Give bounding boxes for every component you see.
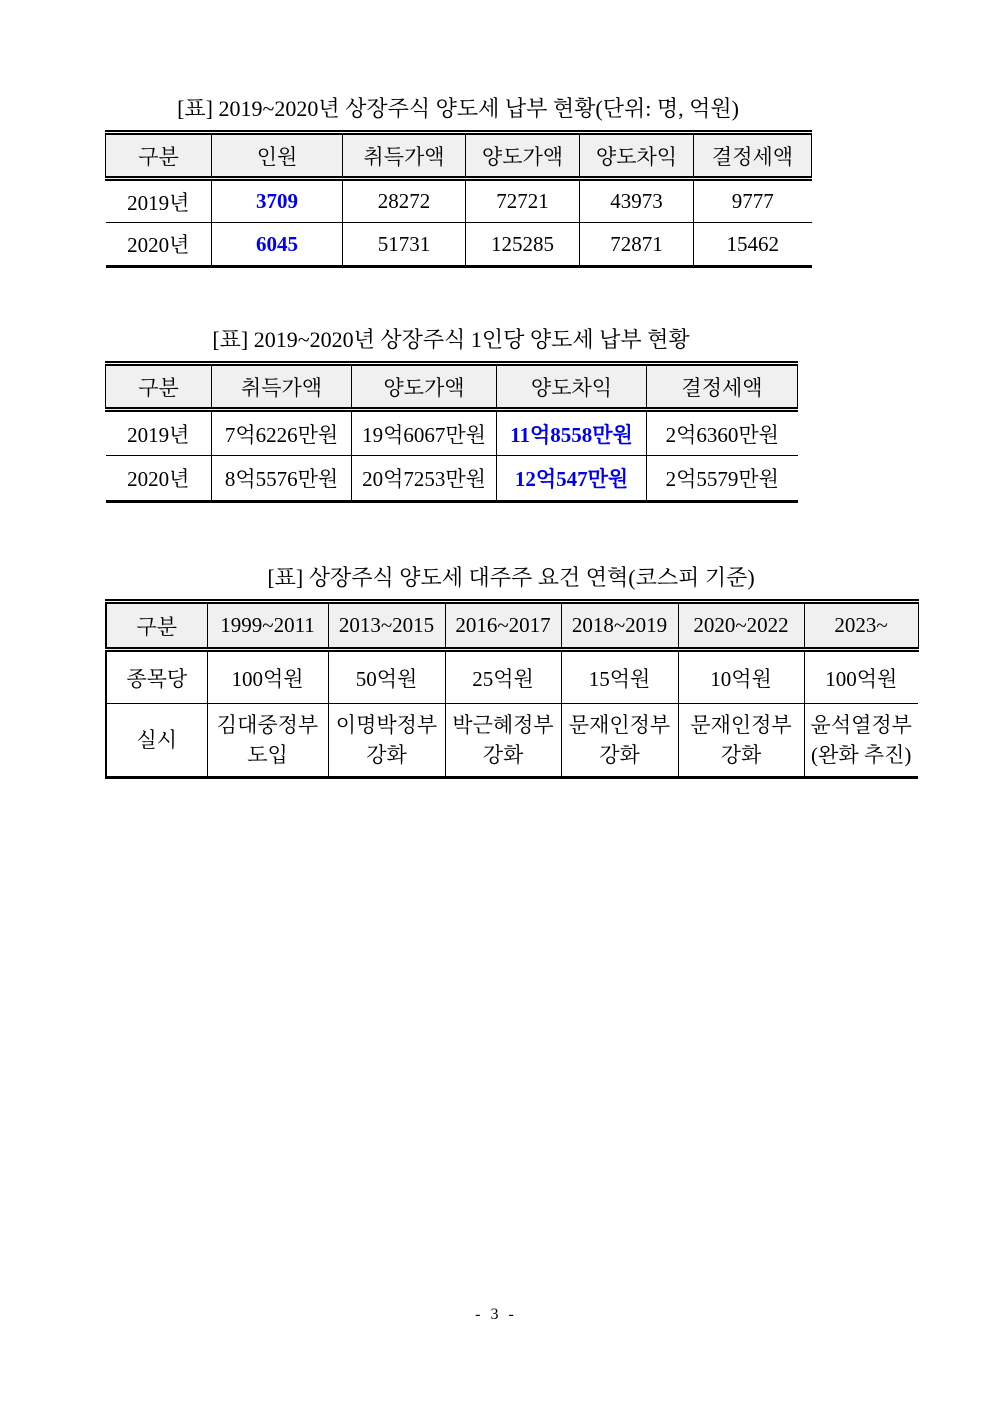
table-cell: 72721 bbox=[466, 179, 580, 223]
table1-title: [표] 2019~2020년 상장주식 양도세 납부 현황(단위: 명, 억원) bbox=[177, 96, 739, 121]
cell-line: 문재인정부 bbox=[690, 712, 792, 737]
table-cell: 25억원 bbox=[445, 650, 561, 704]
table-cell: 125285 bbox=[466, 223, 580, 267]
table-cell: 2019년 bbox=[106, 179, 212, 223]
header-cell: 인원 bbox=[212, 133, 343, 179]
header-cell: 2018~2019 bbox=[561, 602, 678, 650]
header-cell: 1999~2011 bbox=[207, 602, 328, 650]
header-cell: 양도가액 bbox=[466, 133, 580, 179]
table-cell: 43973 bbox=[580, 179, 694, 223]
cell-line: 이명박정부 bbox=[335, 712, 438, 737]
cell-line: (완화 추진) bbox=[811, 743, 912, 767]
table-cell bbox=[207, 704, 328, 778]
header-cell: 양도가액 bbox=[352, 364, 497, 410]
table-cell-highlight: 6045 bbox=[212, 223, 343, 267]
table-row bbox=[106, 456, 798, 502]
table-cell: 50억원 bbox=[328, 650, 445, 704]
header-cell: 구분 bbox=[106, 602, 207, 650]
header-cell: 2020~2022 bbox=[678, 602, 804, 650]
header-cell: 2013~2015 bbox=[328, 602, 445, 650]
table-cell: 15억원 bbox=[561, 650, 678, 704]
table-cell-highlight: 3709 bbox=[212, 179, 343, 223]
table-cell: 종목당 bbox=[106, 650, 207, 704]
table-cell: 72871 bbox=[580, 223, 694, 267]
header-cell: 결정세액 bbox=[647, 364, 798, 410]
table-cell bbox=[328, 704, 445, 778]
page-number: - 3 - bbox=[475, 1306, 517, 1323]
table-cell: 2020년 bbox=[106, 456, 212, 502]
cell-line: 강화 bbox=[720, 743, 762, 767]
table2-title: [표] 2019~2020년 상장주식 1인당 양도세 납부 현황 bbox=[212, 327, 690, 352]
table-header-row bbox=[106, 133, 812, 179]
table-row bbox=[106, 223, 812, 267]
cell-line: 강화 bbox=[599, 743, 640, 767]
table-header-row bbox=[106, 364, 798, 410]
header-cell: 취득가액 bbox=[212, 364, 352, 410]
table-cell: 20억7253만원 bbox=[352, 456, 497, 502]
table-cell: 9777 bbox=[694, 179, 812, 223]
table-cell-highlight: 11억8558만원 bbox=[497, 410, 647, 456]
cell-line: 김대중정부 bbox=[216, 712, 319, 737]
table-tax-payment-status bbox=[105, 130, 812, 268]
cell-line: 강화 bbox=[482, 743, 524, 767]
table-row bbox=[106, 179, 812, 223]
table-row bbox=[106, 650, 918, 704]
table-cell-highlight: 12억547만원 bbox=[497, 456, 647, 502]
cell-line: 실시 bbox=[136, 727, 178, 752]
table-per-capita-tax bbox=[105, 361, 798, 503]
table-cell: 2020년 bbox=[106, 223, 212, 267]
table-cell: 2억6360만원 bbox=[647, 410, 798, 456]
table3-title: [표] 상장주식 양도세 대주주 요건 연혁(코스피 기준) bbox=[267, 565, 755, 590]
table-cell: 10억원 bbox=[678, 650, 804, 704]
header-cell: 결정세액 bbox=[694, 133, 812, 179]
header-cell: 2016~2017 bbox=[445, 602, 561, 650]
table-cell bbox=[804, 704, 918, 778]
table-cell bbox=[678, 704, 804, 778]
header-cell: 양도차익 bbox=[497, 364, 647, 410]
table-cell: 2억5579만원 bbox=[647, 456, 798, 502]
header-cell: 구분 bbox=[106, 133, 212, 179]
table-cell: 19억6067만원 bbox=[352, 410, 497, 456]
table-row bbox=[106, 410, 798, 456]
table-cell: 100억원 bbox=[804, 650, 918, 704]
table-cell: 28272 bbox=[343, 179, 466, 223]
header-cell: 구분 bbox=[106, 364, 212, 410]
table-cell bbox=[106, 704, 207, 778]
cell-line: 문재인정부 bbox=[568, 712, 671, 737]
header-cell: 양도차익 bbox=[580, 133, 694, 179]
cell-line: 도입 bbox=[247, 743, 288, 767]
table-header-row bbox=[106, 602, 918, 650]
header-cell: 취득가액 bbox=[343, 133, 466, 179]
table-row bbox=[106, 704, 918, 778]
header-cell: 2023~ bbox=[804, 602, 918, 650]
table-cell: 15462 bbox=[694, 223, 812, 267]
table-cell: 7억6226만원 bbox=[212, 410, 352, 456]
table-cell: 100억원 bbox=[207, 650, 328, 704]
table-cell bbox=[561, 704, 678, 778]
cell-line: 윤석열정부 bbox=[810, 712, 912, 737]
table-cell: 2019년 bbox=[106, 410, 212, 456]
cell-line: 강화 bbox=[366, 743, 407, 767]
table-cell: 8억5576만원 bbox=[212, 456, 352, 502]
table-cell: 51731 bbox=[343, 223, 466, 267]
table-major-shareholder-history bbox=[105, 599, 919, 779]
cell-line: 박근혜정부 bbox=[452, 712, 554, 737]
table-cell bbox=[445, 704, 561, 778]
